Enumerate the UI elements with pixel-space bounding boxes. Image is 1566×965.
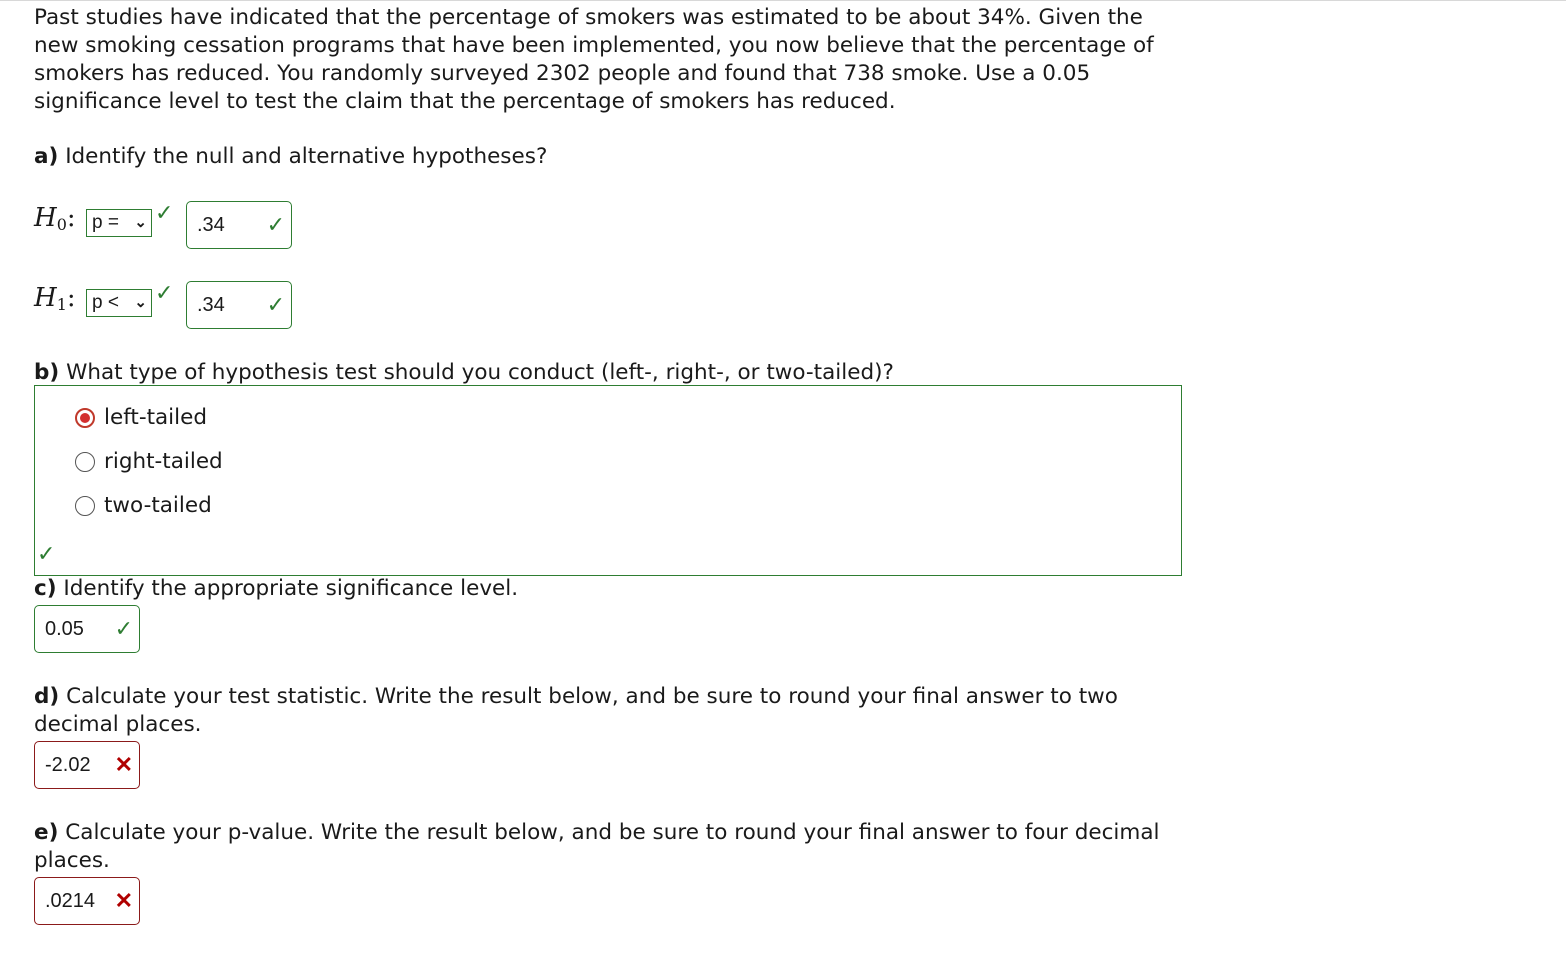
part-c-label: c) [34,576,57,601]
x-icon: ✕ [114,752,133,777]
h1-symbol: $H_1$: [34,283,76,314]
part-d-label: d) [34,684,60,709]
chevron-down-icon: ⌄ [134,214,147,231]
h1-value-input[interactable]: .34 ✓ [186,281,292,329]
x-icon: ✕ [114,888,133,913]
h0-row [34,201,294,251]
part-b-label: b) [34,360,60,385]
part-a-question [34,143,1184,171]
h1-row [34,281,294,331]
h0-operator-select[interactable]: p = ⌄ [86,209,152,237]
h0-value-input[interactable]: .34 ✓ [186,201,292,249]
problem-intro: Past studies have indicated that the percentage of smokers was estimated to be about 34%. Given the new smoking cessation programs that have been implemented, you now believe that the percentage of smokers has reduced. You randomly surveyed 2302 people and found that 738 smoke. Use a 0.05 significance level to test the claim that the percentage of smokers has reduced. [34,5,1154,114]
test-type-radio-group: left-tailed right-tailed two-tailed ✓ [34,385,1182,576]
part-a-text: Identify the null and alternative hypotheses? [65,144,548,169]
part-c-text: Identify the appropriate significance level. [63,576,519,601]
check-icon: ✓ [266,212,285,237]
part-b-text: What type of hypothesis test should you conduct (left-, right-, or two-tailed)? [66,360,894,385]
h0-symbol: $H_0$: [34,203,76,234]
part-e-label: e) [34,820,59,845]
part-c-question [34,575,1184,603]
check-icon: ✓ [114,616,133,641]
radio-button[interactable] [75,452,95,472]
check-icon: ✓ [266,292,285,317]
part-a-label: a) [34,144,59,169]
part-b-question [34,359,1184,387]
part-e-text: Calculate your p-value. Write the result below, and be sure to round your final answer to four decimal places. [34,820,1160,873]
h1-operator-select[interactable]: p < ⌄ [86,289,152,317]
chevron-down-icon: ⌄ [134,294,147,311]
check-icon: ✓ [37,542,56,567]
top-divider [0,0,1566,1]
p-value-input[interactable]: .0214 ✕ [34,877,140,925]
check-icon: ✓ [155,201,174,226]
significance-level-input[interactable]: 0.05 ✓ [34,605,140,653]
part-d-text: Calculate your test statistic. Write the result below, and be sure to round your final answer to two decimal places. [34,684,1118,737]
test-statistic-input[interactable]: -2.02 ✕ [34,741,140,789]
check-icon: ✓ [155,281,174,306]
radio-button[interactable] [75,496,95,516]
part-e-question [34,819,1184,875]
part-d-question [34,683,1184,739]
radio-button-selected[interactable] [75,408,95,428]
